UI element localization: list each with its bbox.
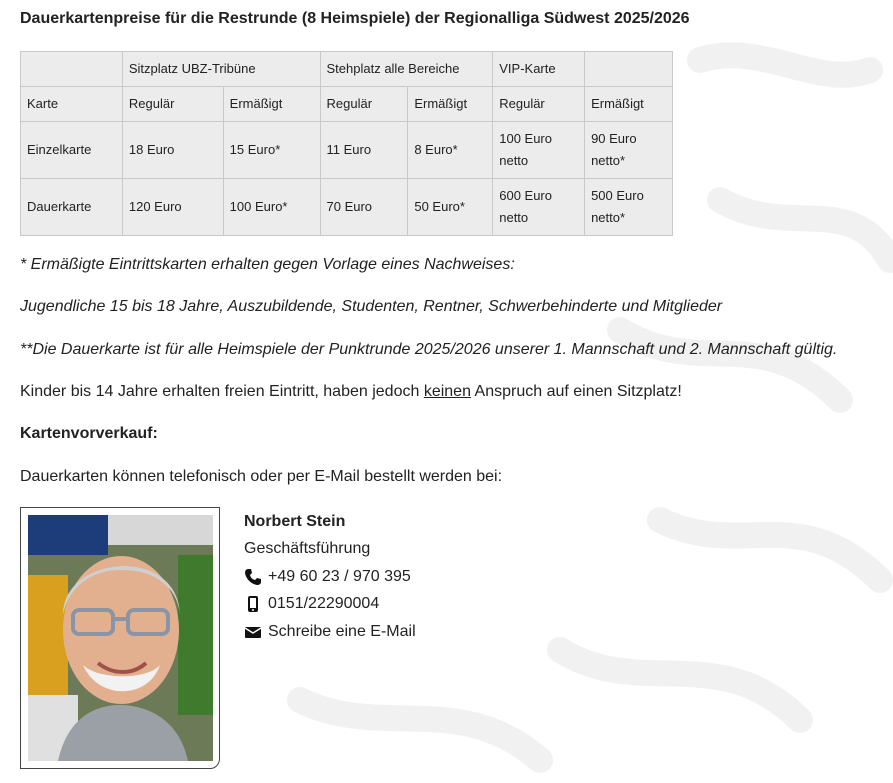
contact-info [244, 508, 416, 646]
table-cell: 8 Euro* [408, 122, 493, 179]
table-cell: 18 Euro [122, 122, 223, 179]
mobile-number[interactable]: 0151/22290004 [268, 595, 380, 613]
children-note [20, 383, 682, 401]
table-cell: 500 Euro netto* [585, 179, 673, 236]
children-note-end: Anspruch auf einen Sitzplatz! [470, 383, 682, 400]
contact-role: Geschäftsführung [244, 540, 371, 558]
column-header: Karte [21, 87, 123, 122]
table-header-row [21, 87, 673, 122]
contact-name: Norbert Stein [244, 512, 346, 530]
table-cell: 70 Euro [320, 179, 408, 236]
contact-mobile[interactable] [244, 591, 416, 619]
table-group-header: Stehplatz alle Bereiche [320, 52, 493, 87]
column-header: Regulär [320, 87, 408, 122]
column-header: Ermäßigt [223, 87, 320, 122]
table-cell: Dauerkarte [21, 179, 123, 236]
table-group-row [21, 52, 673, 87]
page-title: Dauerkartenpreise für die Restrunde (8 Heimspiele) der Regionalliga Südwest 2025/2026 [20, 10, 690, 27]
column-header: Regulär [122, 87, 223, 122]
contact-phone[interactable] [244, 563, 416, 591]
table-cell [585, 52, 673, 87]
column-header: Ermäßigt [408, 87, 493, 122]
mobile-phone-icon [244, 595, 262, 613]
table-cell: 120 Euro [122, 179, 223, 236]
phone-icon [244, 568, 262, 586]
table-cell: 11 Euro [320, 122, 408, 179]
table-cell: 50 Euro* [408, 179, 493, 236]
eligible-groups-note: Jugendliche 15 bis 18 Jahre, Auszubildende, Studenten, Rentner, Schwerbehinderte und Mitglieder [20, 298, 723, 315]
presale-heading: Kartenvorverkauf: [20, 425, 158, 442]
children-note-start: Kinder bis 14 Jahre erhalten freien Eintritt, haben jedoch [20, 383, 424, 400]
column-header: Regulär [493, 87, 585, 122]
table-group-header: VIP-Karte [493, 52, 585, 87]
table-cell: 100 Euro netto [493, 122, 585, 179]
table-cell [21, 52, 123, 87]
contact-photo [20, 507, 220, 769]
price-table [20, 51, 673, 236]
keinen-underlined: keinen [423, 383, 471, 400]
portrait-image [28, 515, 213, 761]
table-cell: 90 Euro netto* [585, 122, 673, 179]
table-group-header: Sitzplatz UBZ-Tribüne [122, 52, 320, 87]
reduced-ticket-note: * Ermäßigte Eintrittskarten erhalten gegen Vorlage eines Nachweises: [20, 256, 515, 273]
order-info: Dauerkarten können telefonisch oder per E-Mail bestellt werden bei: [20, 468, 503, 485]
envelope-icon [244, 623, 262, 641]
table-cell: 100 Euro* [223, 179, 320, 236]
table-row [21, 122, 673, 179]
table-row [21, 179, 673, 236]
column-header: Ermäßigt [585, 87, 673, 122]
season-ticket-note: **Die Dauerkarte ist für alle Heimspiele der Punktrunde 2025/2026 unserer 1. Mannschaft und 2. Mannschaft gültig. [20, 341, 838, 358]
table-cell: 15 Euro* [223, 122, 320, 179]
table-cell: Einzelkarte [21, 122, 123, 179]
phone-number[interactable]: +49 60 23 / 970 395 [268, 567, 411, 585]
email-link[interactable]: Schreibe eine E-Mail [268, 622, 416, 640]
contact-email[interactable] [244, 618, 416, 646]
table-cell: 600 Euro netto [493, 179, 585, 236]
